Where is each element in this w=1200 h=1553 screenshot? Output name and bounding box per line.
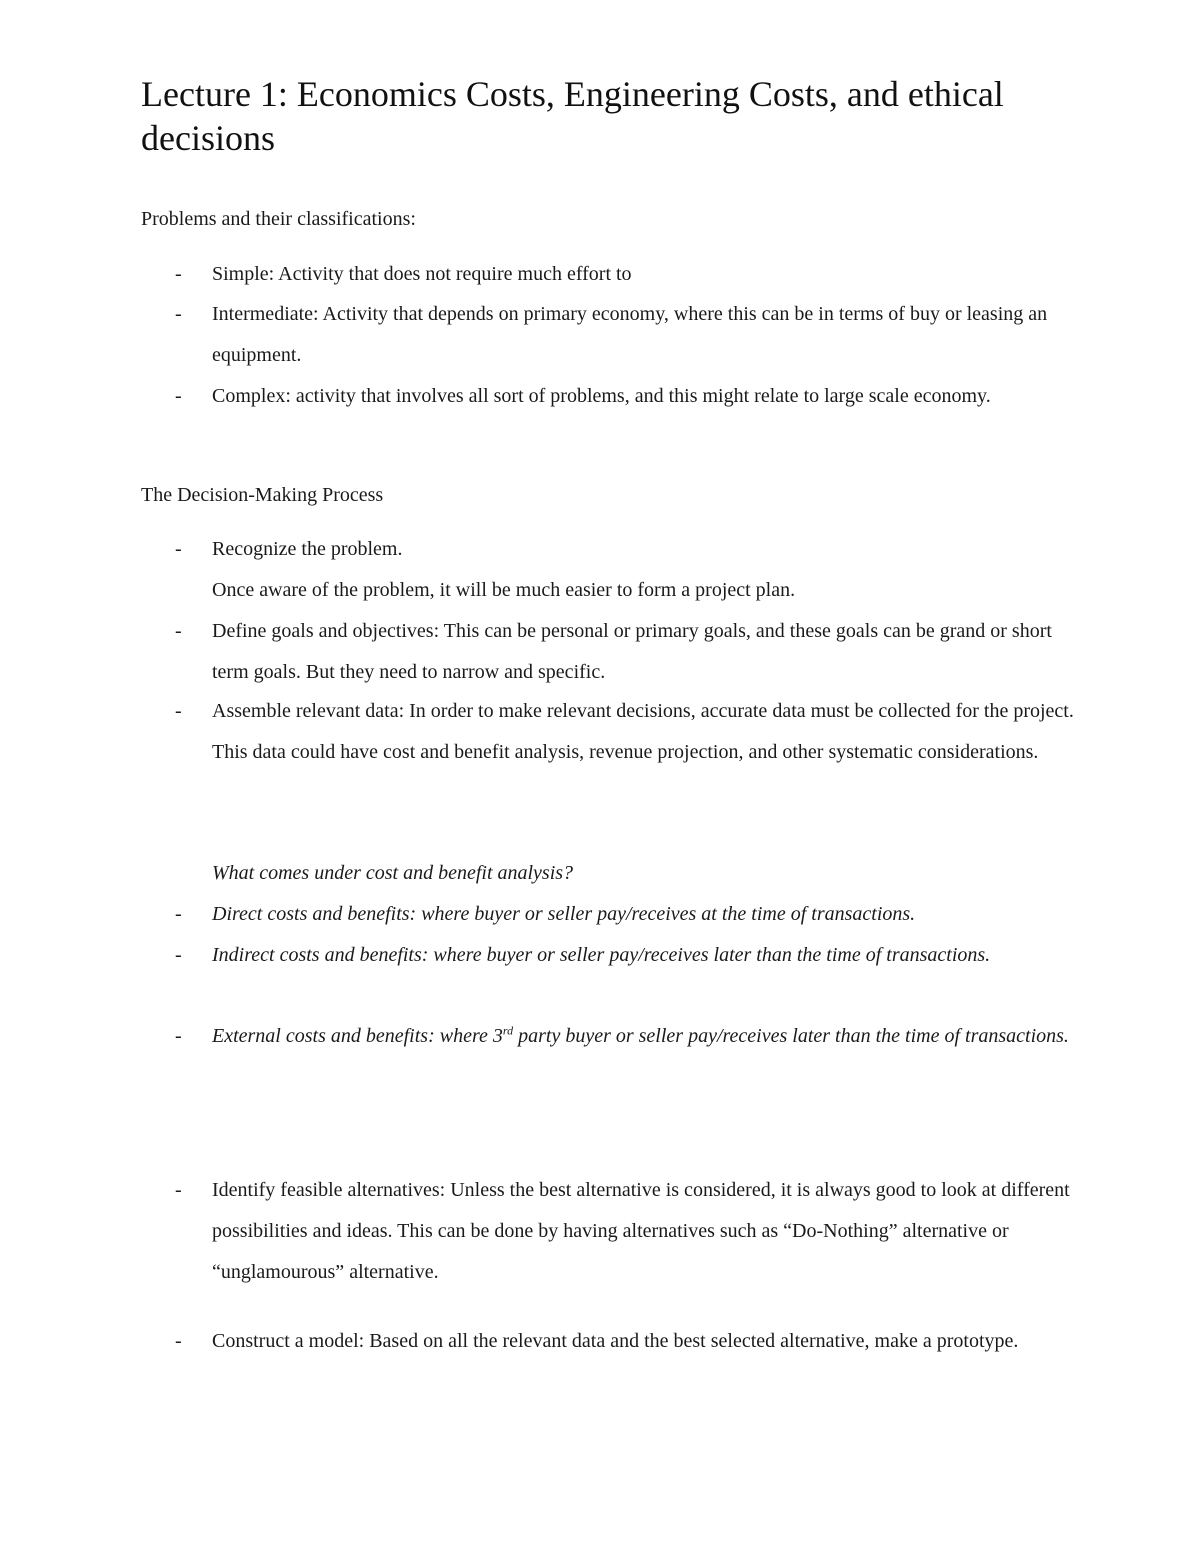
list-item-indirect-costs xyxy=(141,935,1081,976)
list-item-subtext: Once aware of the problem, it will be much easier to form a project plan. xyxy=(212,579,796,601)
list-item-intermediate xyxy=(141,294,1081,376)
list-item-direct-costs xyxy=(141,894,1081,935)
list-item-construct-model xyxy=(141,1321,1081,1362)
bullet-dash: - xyxy=(175,1025,182,1047)
bullet-dash: - xyxy=(175,385,182,407)
list-item-text: Intermediate: Activity that depends on primary economy, where this can be in terms of buy or leasing an equipment. xyxy=(212,303,1048,366)
list-item-text xyxy=(212,1016,1081,1057)
list-item-text: Define goals and objectives: This can be personal or primary goals, and these goals can be grand or short term goals. But they need to narrow and specific. xyxy=(212,620,1052,683)
ordinal-superscript: rd xyxy=(502,1023,514,1038)
bullet-dash: - xyxy=(175,538,182,560)
list-item-text: Complex: activity that involves all sort of problems, and this might relate to large scale economy. xyxy=(212,385,991,407)
list-item-recognize xyxy=(141,529,1081,611)
cost-benefit-question xyxy=(141,853,1081,894)
list-item-define-goals xyxy=(141,611,1081,693)
page-title: Lecture 1: Economics Costs, Engineering Costs, and ethical decisions xyxy=(141,74,1004,158)
list-item-assemble-data xyxy=(141,691,1081,773)
list-item-identify-alternatives xyxy=(141,1170,1081,1293)
list-item-text: Direct costs and benefits: where buyer or seller pay/receives at the time of transactions. xyxy=(212,903,916,925)
bullet-dash: - xyxy=(175,620,182,642)
list-item-text: Recognize the problem. xyxy=(212,538,403,560)
external-text-start: External costs and benefits: where 3 xyxy=(212,1025,503,1047)
list-item-text: Identify feasible alternatives: Unless the best alternative is considered, it is always good to look at different possibilities and ideas. This can be done by having alternatives such as “Do-Nothing” alternative or “unglamourous” alternative. xyxy=(212,1179,1070,1283)
list-item-text: Construct a model: Based on all the relevant data and the best selected alternative, make a prototype. xyxy=(212,1330,1019,1352)
list-item-text: Indirect costs and benefits: where buyer or seller pay/receives later than the time of transactions. xyxy=(212,944,991,966)
list-item-simple xyxy=(141,254,1081,295)
bullet-dash: - xyxy=(175,944,182,966)
section-heading-decision-process: The Decision-Making Process xyxy=(141,484,384,506)
bullet-dash: - xyxy=(175,700,182,722)
list-item-text: Simple: Activity that does not require much effort to xyxy=(212,263,632,285)
list-item-external-costs xyxy=(141,1016,1081,1057)
external-text-end: party buyer or seller pay/receives later than the time of transactions. xyxy=(513,1025,1069,1047)
bullet-dash: - xyxy=(175,903,182,925)
bullet-dash: - xyxy=(175,1179,182,1201)
bullet-dash: - xyxy=(175,1330,182,1352)
question-text: What comes under cost and benefit analysis? xyxy=(212,862,574,884)
section-heading-classifications: Problems and their classifications: xyxy=(141,208,416,230)
list-item-text: Assemble relevant data: In order to make relevant decisions, accurate data must be collected for the project. This data could have cost and benefit analysis, revenue projection, and other systematic considerations. xyxy=(212,700,1074,763)
bullet-dash: - xyxy=(175,263,182,285)
bullet-dash: - xyxy=(175,303,182,325)
list-item-complex xyxy=(141,376,1081,417)
